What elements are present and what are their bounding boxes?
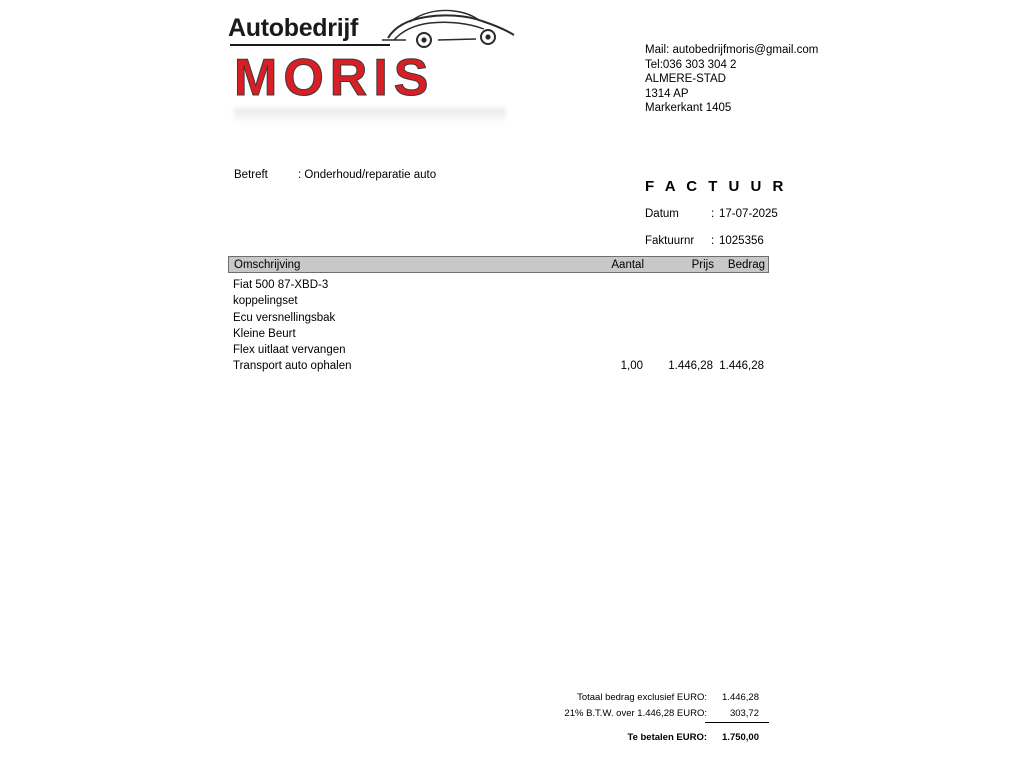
logo-reflection <box>234 108 506 124</box>
table-row <box>228 344 769 360</box>
table-body <box>228 273 769 377</box>
car-outline-icon <box>380 4 520 50</box>
contact-street: Markerkant 1405 <box>645 102 732 115</box>
invoice-number-value: 1025356 <box>719 235 764 247</box>
column-header-description: Omschrijving <box>234 259 301 271</box>
cell-quantity: 1,00 <box>620 360 643 373</box>
table-row <box>228 279 769 295</box>
subject-text: Onderhoud/reparatie auto <box>304 169 437 181</box>
contact-postcode: 1314 AP <box>645 87 689 100</box>
logo-underline <box>230 44 390 46</box>
contact-tel: Tel:036 303 304 2 <box>645 58 737 71</box>
line-items-table <box>228 256 769 377</box>
invoice-number-label: Faktuurnr <box>645 235 695 247</box>
totals-row-subtotal <box>500 692 769 708</box>
vat-label: 21% B.T.W. over 1.446,28 EURO: <box>564 708 707 719</box>
table-header-row <box>228 256 769 273</box>
column-header-amount: Bedrag <box>727 259 765 271</box>
company-logo <box>228 4 518 126</box>
table-row <box>228 312 769 328</box>
table-row <box>228 360 769 376</box>
invoice-date-label: Datum <box>645 208 679 220</box>
invoice-title: F A C T U U R <box>645 178 787 195</box>
totals-row-total <box>500 732 769 748</box>
subject-label: Betreft <box>234 169 268 181</box>
cell-description: Ecu versnellingsbak <box>233 311 336 324</box>
table-row <box>228 295 769 311</box>
company-name-top: Autobedrijf <box>228 14 359 42</box>
subject-value <box>298 169 436 181</box>
company-name-main: MORIS <box>234 49 435 107</box>
total-value: 1.750,00 <box>722 732 759 743</box>
column-header-price: Prijs <box>691 259 714 271</box>
contact-city: ALMERE-STAD <box>645 73 726 86</box>
company-contact-block <box>645 43 818 116</box>
invoice-date-value: 17-07-2025 <box>719 208 778 220</box>
cell-description: koppelingset <box>233 295 298 308</box>
cell-description: Kleine Beurt <box>233 327 296 340</box>
contact-mail: Mail: autobedrijfmoris@gmail.com <box>645 44 819 56</box>
totals-block <box>500 692 769 748</box>
cell-description: Fiat 500 87-XBD-3 <box>233 279 329 291</box>
cell-description: Flex uitlaat vervangen <box>233 344 346 357</box>
subtotal-label: Totaal bedrag exclusief EURO: <box>577 692 707 703</box>
cell-price: 1.446,28 <box>668 360 713 373</box>
subtotal-value: 1.446,28 <box>722 692 759 703</box>
cell-description: Transport auto ophalen <box>233 360 352 373</box>
table-row <box>228 328 769 344</box>
totals-divider <box>705 722 769 723</box>
invoice-date-separator: : <box>711 208 715 220</box>
invoice-number-separator: : <box>711 235 715 247</box>
total-label: Te betalen EURO: <box>627 732 707 743</box>
subject-separator: : <box>298 169 302 181</box>
column-header-quantity: Aantal <box>611 259 644 271</box>
vat-value: 303,72 <box>729 708 759 719</box>
cell-amount: 1.446,28 <box>719 360 764 373</box>
